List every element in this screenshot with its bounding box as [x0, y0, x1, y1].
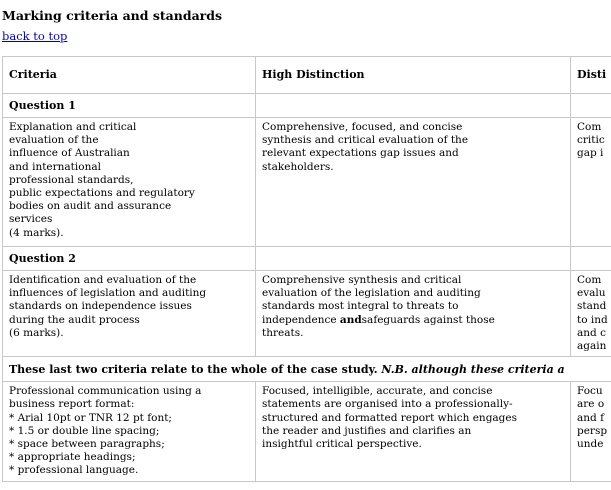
cell-line: are o: [577, 398, 605, 411]
q1-high-distinction-cell: [256, 118, 571, 247]
cell-line: business report format:: [9, 398, 135, 411]
cell-line: * 1.5 or double line spacing;: [9, 424, 160, 437]
table-row: [3, 271, 611, 357]
cell-line: and f: [577, 411, 604, 424]
back-to-top-link[interactable]: back to top: [2, 29, 68, 43]
cell-line: Explanation and critical: [9, 121, 137, 133]
cell-line: critic: [577, 134, 605, 147]
cell-line: evalu: [577, 287, 606, 300]
note-text: These last two criteria relate to the whole of the case study.: [9, 362, 382, 376]
cell-line: and international: [9, 160, 101, 173]
question-1-label: Question 1: [3, 94, 256, 118]
case-study-note-row: [3, 357, 611, 382]
cell-line: structured and formatted report which engages: [262, 411, 518, 424]
note-nb: N.B.: [381, 362, 408, 376]
cell-line: * professional language.: [9, 464, 139, 477]
cell-line: the reader and justifies and clarifies an: [262, 424, 472, 437]
cell-text-bold: and: [339, 313, 362, 326]
pc-high-distinction-cell: [256, 382, 571, 481]
cell-text: independence: [262, 313, 340, 326]
header-high-distinction: High Distinction: [256, 57, 571, 94]
q2-distinction-cell: [571, 271, 611, 357]
cell-line: threats.: [262, 326, 304, 339]
cell-line: Comprehensive, focused, and concise: [262, 121, 463, 133]
cell-line: synthesis and critical evaluation of the: [262, 134, 469, 147]
cell-line: gap i: [577, 147, 604, 160]
header-criteria: Criteria: [3, 57, 256, 94]
cell-line: to ind: [577, 313, 608, 326]
cell-line: bodies on audit and assurance: [9, 200, 172, 213]
cell-line: standards most integral to threats to: [262, 300, 459, 313]
cell-line: influence of Australian: [9, 147, 130, 160]
question-2-row: [3, 247, 611, 271]
q1-distinction-cell: [571, 118, 611, 247]
cell-line: public expectations and regulatory: [9, 187, 195, 200]
question-2-label: Question 2: [3, 247, 256, 271]
cell-line: unde: [577, 438, 604, 451]
q2-high-distinction-cell: [256, 271, 571, 357]
pc-distinction-cell: [571, 382, 611, 481]
cell-line: standards on independence issues: [9, 300, 192, 313]
cell-line: evaluation of the legislation and auditing: [262, 287, 481, 300]
cell-line: during the audit process: [9, 313, 140, 326]
note-italic-text: although these criteria a: [407, 362, 565, 376]
marking-criteria-table: [2, 56, 611, 482]
cell-line: persp: [577, 424, 608, 437]
cell-line: professional standards,: [9, 173, 134, 186]
cell-line: influences of legislation and auditing: [9, 287, 207, 300]
case-study-note: [3, 357, 611, 382]
cell-text: safeguards against those: [361, 313, 495, 326]
cell-line: (4 marks).: [9, 226, 64, 239]
cell-line: * space between paragraphs;: [9, 438, 165, 451]
cell-line: Professional communication using a: [9, 385, 202, 398]
table-row: [3, 118, 611, 247]
cell-line: evaluation of the: [9, 134, 99, 147]
cell-line: relevant expectations gap issues and: [262, 147, 459, 160]
cell-line: statements are organised into a professionally-: [262, 398, 513, 411]
cell-line: insightful critical perspective.: [262, 438, 422, 451]
cell-line: stakeholders.: [262, 160, 334, 173]
cell-line: Comprehensive synthesis and critical: [262, 274, 462, 286]
cell-line: Identification and evaluation of the: [9, 274, 197, 286]
cell-line: Com: [577, 274, 602, 286]
pc-criteria-cell: [3, 382, 256, 481]
cell-line: * appropriate headings;: [9, 451, 136, 464]
cell-line: services: [9, 213, 53, 226]
q2-criteria-cell: [3, 271, 256, 357]
cell-line: Focu: [577, 385, 603, 398]
header-row: [3, 57, 611, 94]
header-distinction: Disti: [571, 57, 611, 94]
question-1-row: [3, 94, 611, 118]
page-title: Marking criteria and standards: [2, 8, 223, 23]
cell-line: Com: [577, 121, 602, 133]
cell-line: * Arial 10pt or TNR 12 pt font;: [9, 411, 172, 424]
cell-line: again: [577, 340, 607, 353]
cell-line: and c: [577, 326, 606, 339]
cell-line: [262, 314, 564, 327]
q1-criteria-cell: [3, 118, 256, 247]
cell-line: Focused, intelligible, accurate, and concise: [262, 385, 493, 398]
cell-line: stand: [577, 300, 607, 313]
cell-line: (6 marks).: [9, 326, 64, 339]
table-row: [3, 382, 611, 481]
